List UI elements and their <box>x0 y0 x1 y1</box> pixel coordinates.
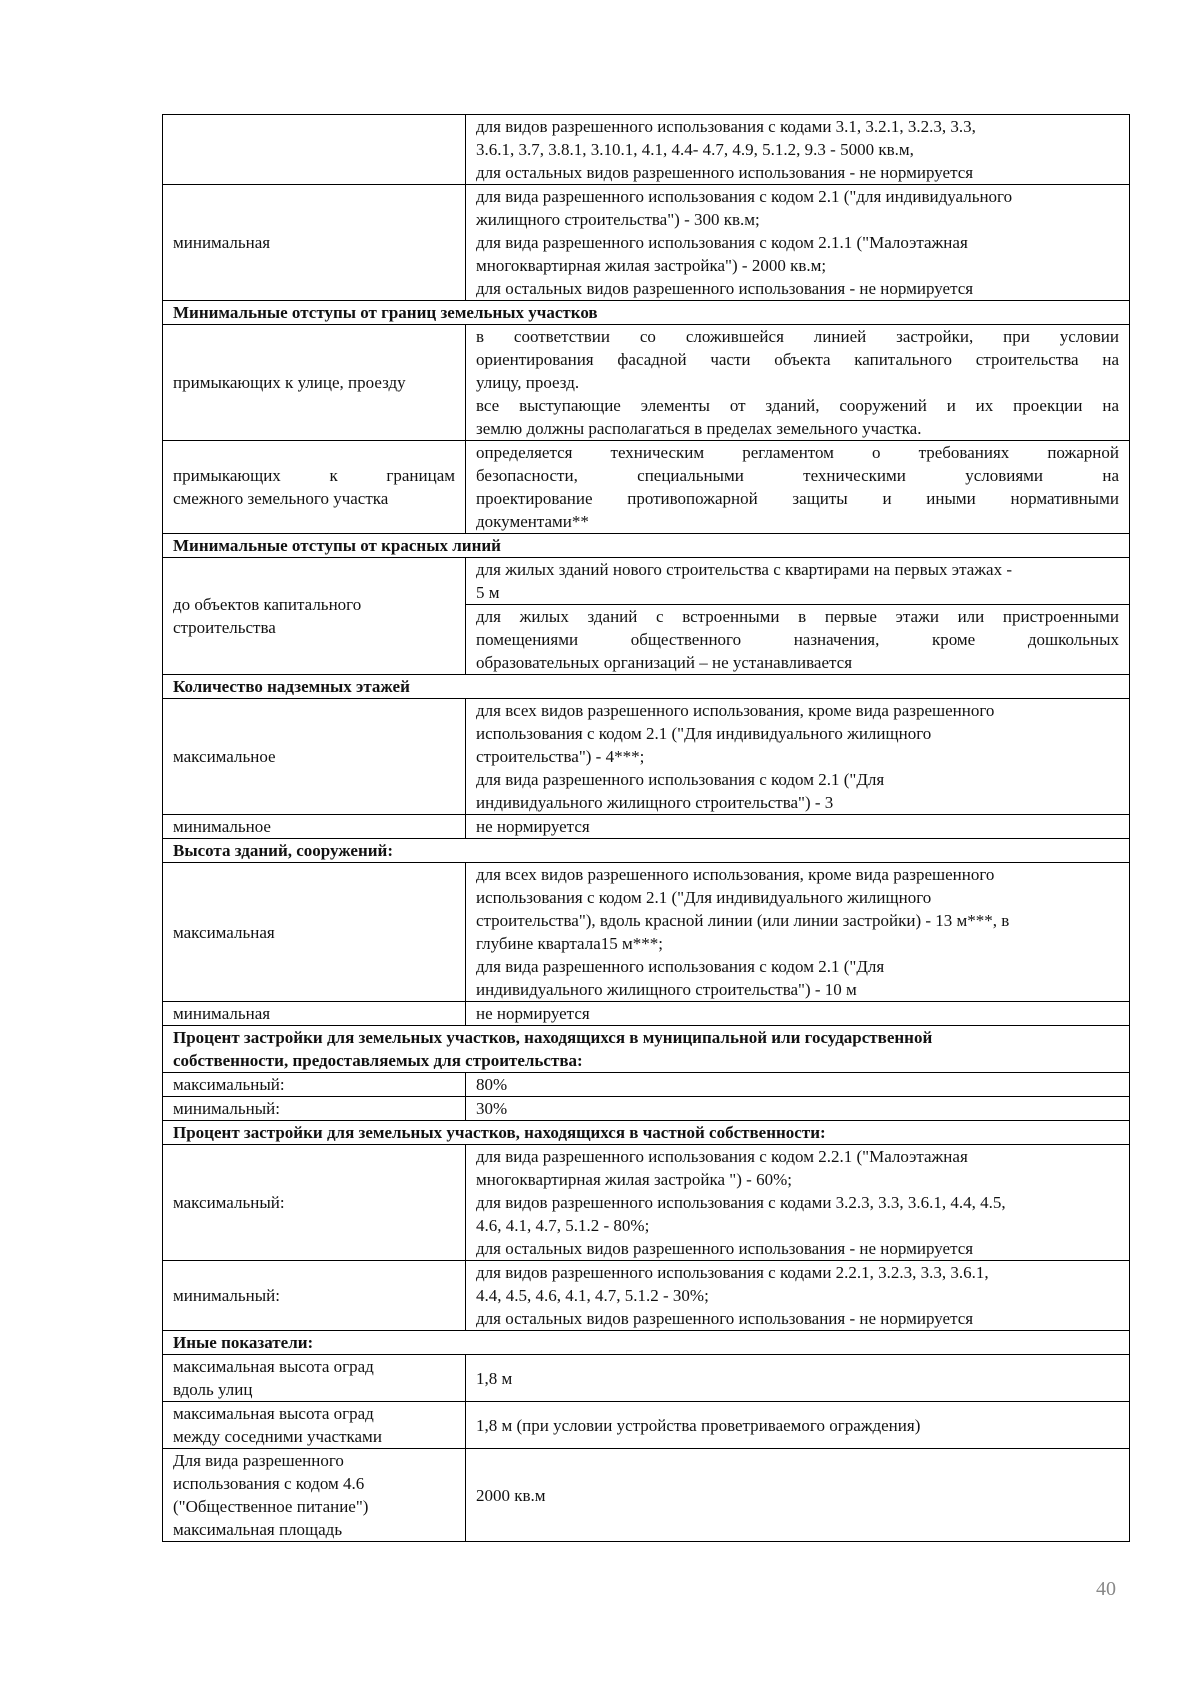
label-line: смежного земельного участка <box>173 489 389 508</box>
section-header: Иные показатели: <box>163 1331 1130 1355</box>
regulations-table <box>162 114 1130 1542</box>
row-label-cell <box>163 441 466 534</box>
section-header-line: Процент застройки для земельных участков, находящихся в муниципальной или государственной <box>173 1028 933 1047</box>
table-row <box>163 815 1130 839</box>
section-header: Процент застройки для земельных участков, находящихся в частной собственности: <box>163 1121 1130 1145</box>
label-line: максимальная высота оград <box>173 1357 374 1376</box>
value-line: документами** <box>476 512 589 531</box>
row-value-cell: 2000 кв.м <box>466 1449 1130 1542</box>
row-value-cell: не нормируется <box>466 815 1130 839</box>
value-line: многоквартирная жилая застройка ") - 60%; <box>476 1170 792 1189</box>
section-header: Минимальные отступы от границ земельных участков <box>163 301 1130 325</box>
table-row <box>163 1145 1130 1261</box>
row-label-cell: минимальный: <box>163 1261 466 1331</box>
label-line: максимальная площадь <box>173 1520 343 1539</box>
section-header <box>163 1026 1130 1073</box>
value-line: землю должны располагаться в пределах земельного участка. <box>476 419 922 438</box>
table-row <box>163 441 1130 534</box>
section-header: Минимальные отступы от красных линий <box>163 534 1130 558</box>
row-label-cell: максимальное <box>163 699 466 815</box>
value-line: многоквартирная жилая застройка") - 2000 кв.м; <box>476 256 827 275</box>
label-line: использования с кодом 4.6 <box>173 1474 365 1493</box>
value-line: использования с кодом 2.1 ("Для индивидуального жилищного <box>476 724 932 743</box>
row-value-cell: 80% <box>466 1073 1130 1097</box>
row-value-cell <box>466 1145 1130 1261</box>
value-line: образовательных организаций – не устанавливается <box>476 653 853 672</box>
value-line: помещениями общественного назначения, кроме дошкольных <box>476 630 1119 649</box>
value-line: для всех видов разрешенного использования, кроме вида разрешенного <box>476 701 995 720</box>
row-value-cell <box>466 441 1130 534</box>
section-header-row <box>163 301 1130 325</box>
label-line: строительства <box>173 618 276 637</box>
table-row <box>163 558 1130 605</box>
value-line: для жилых зданий нового строительства с квартирами на первых этажах - <box>476 560 1012 579</box>
row-value-cell <box>466 115 1130 185</box>
label-line: между соседними участками <box>173 1427 382 1446</box>
value-line: индивидуального жилищного строительства") - 10 м <box>476 980 857 999</box>
value-line: для видов разрешенного использования с кодами 3.1, 3.2.1, 3.2.3, 3.3, <box>476 117 976 136</box>
value-line: строительства") - 4***; <box>476 747 645 766</box>
value-line: для всех видов разрешенного использования, кроме вида разрешенного <box>476 865 995 884</box>
value-line: использования с кодом 2.1 ("Для индивидуального жилищного <box>476 888 932 907</box>
value-line: для видов разрешенного использования с кодами 3.2.3, 3.3, 3.6.1, 4.4, 4.5, <box>476 1193 1006 1212</box>
row-value-cell: 30% <box>466 1097 1130 1121</box>
value-line: для остальных видов разрешенного использования - не нормируется <box>476 163 974 182</box>
value-line: для остальных видов разрешенного использования - не нормируется <box>476 1309 974 1328</box>
value-line: индивидуального жилищного строительства") - 3 <box>476 793 834 812</box>
section-header: Количество надземных этажей <box>163 675 1130 699</box>
table-row <box>163 1073 1130 1097</box>
row-label-cell: максимальная <box>163 863 466 1002</box>
row-label-cell: минимальное <box>163 815 466 839</box>
table-row <box>163 699 1130 815</box>
row-label-cell: минимальная <box>163 185 466 301</box>
value-line: в соответствии со сложившейся линией застройки, при условии <box>476 327 1119 346</box>
section-header-row <box>163 1331 1130 1355</box>
table-row <box>163 1261 1130 1331</box>
table-row <box>163 185 1130 301</box>
row-label-cell: максимальный: <box>163 1145 466 1261</box>
value-line: 3.6.1, 3.7, 3.8.1, 3.10.1, 4.1, 4.4- 4.7, 4.9, 5.1.2, 9.3 - 5000 кв.м, <box>476 140 914 159</box>
value-line: для вида разрешенного использования с кодом 2.1 ("Для <box>476 957 885 976</box>
label-line: ("Общественное питание") <box>173 1497 369 1516</box>
row-label-cell: минимальная <box>163 1002 466 1026</box>
value-line: для вида разрешенного использования с кодом 2.2.1 ("Малоэтажная <box>476 1147 968 1166</box>
table-row <box>163 325 1130 441</box>
value-line: улицу, проезд. <box>476 373 580 392</box>
row-value-cell <box>466 605 1130 675</box>
row-label-cell: примыкающих к улице, проезду <box>163 325 466 441</box>
value-line: определяется техническим регламентом о требованиях пожарной <box>476 443 1119 462</box>
row-label-cell <box>163 558 466 675</box>
table-row <box>163 863 1130 1002</box>
table-row <box>163 1097 1130 1121</box>
section-header-row <box>163 1121 1130 1145</box>
value-line: жилищного строительства") - 300 кв.м; <box>476 210 760 229</box>
row-label-cell <box>163 1355 466 1402</box>
value-line: для вида разрешенного использования с кодом 2.1.1 ("Малоэтажная <box>476 233 968 252</box>
row-label-cell <box>163 1402 466 1449</box>
section-header: Высота зданий, сооружений: <box>163 839 1130 863</box>
section-header-line: собственности, предоставляемых для строительства: <box>173 1051 583 1070</box>
row-value-cell <box>466 863 1130 1002</box>
label-line: до объектов капитального <box>173 595 362 614</box>
table-row <box>163 1402 1130 1449</box>
label-line: Для вида разрешенного <box>173 1451 344 1470</box>
page-number: 40 <box>1096 1578 1116 1600</box>
section-header-row <box>163 534 1130 558</box>
value-line: для жилых зданий с встроенными в первые этажи или пристроенными <box>476 607 1119 626</box>
value-line: 5 м <box>476 583 500 602</box>
label-line: примыкающих к границам <box>173 466 455 485</box>
value-line: ориентирования фасадной части объекта капитального строительства на <box>476 350 1119 369</box>
row-label-cell <box>163 115 466 185</box>
value-line: для вида разрешенного использования с кодом 2.1 ("для индивидуального <box>476 187 1013 206</box>
row-value-cell <box>466 325 1130 441</box>
table-row <box>163 1449 1130 1542</box>
section-header-row <box>163 839 1130 863</box>
value-line: для остальных видов разрешенного использования - не нормируется <box>476 279 974 298</box>
value-line: проектирование противопожарной защиты и иными нормативными <box>476 489 1119 508</box>
section-header-row <box>163 1026 1130 1073</box>
table-row <box>163 115 1130 185</box>
value-line: глубине квартала15 м***; <box>476 934 663 953</box>
value-line: 4.4, 4.5, 4.6, 4.1, 4.7, 5.1.2 - 30%; <box>476 1286 709 1305</box>
row-value-cell: не нормируется <box>466 1002 1130 1026</box>
row-value-cell <box>466 699 1130 815</box>
row-label-cell: минимальный: <box>163 1097 466 1121</box>
value-line: для вида разрешенного использования с кодом 2.1 ("Для <box>476 770 885 789</box>
value-line: для видов разрешенного использования с кодами 2.2.1, 3.2.3, 3.3, 3.6.1, <box>476 1263 989 1282</box>
table-row <box>163 1355 1130 1402</box>
row-value-cell: 1,8 м (при условии устройства проветриваемого ограждения) <box>466 1402 1130 1449</box>
row-label-cell <box>163 1449 466 1542</box>
row-label-cell: максимальный: <box>163 1073 466 1097</box>
value-line: все выступающие элементы от зданий, сооружений и их проекции на <box>476 396 1119 415</box>
row-value-cell: 1,8 м <box>466 1355 1130 1402</box>
section-header-row <box>163 675 1130 699</box>
label-line: вдоль улиц <box>173 1380 253 1399</box>
row-value-cell <box>466 1261 1130 1331</box>
value-line: строительства"), вдоль красной линии (или линии застройки) - 13 м***, в <box>476 911 1010 930</box>
value-line: для остальных видов разрешенного использования - не нормируется <box>476 1239 974 1258</box>
value-line: безопасности, специальными техническими условиями на <box>476 466 1119 485</box>
row-value-cell <box>466 185 1130 301</box>
value-line: 4.6, 4.1, 4.7, 5.1.2 - 80%; <box>476 1216 650 1235</box>
label-line: максимальная высота оград <box>173 1404 374 1423</box>
row-value-cell <box>466 558 1130 605</box>
table-row <box>163 1002 1130 1026</box>
